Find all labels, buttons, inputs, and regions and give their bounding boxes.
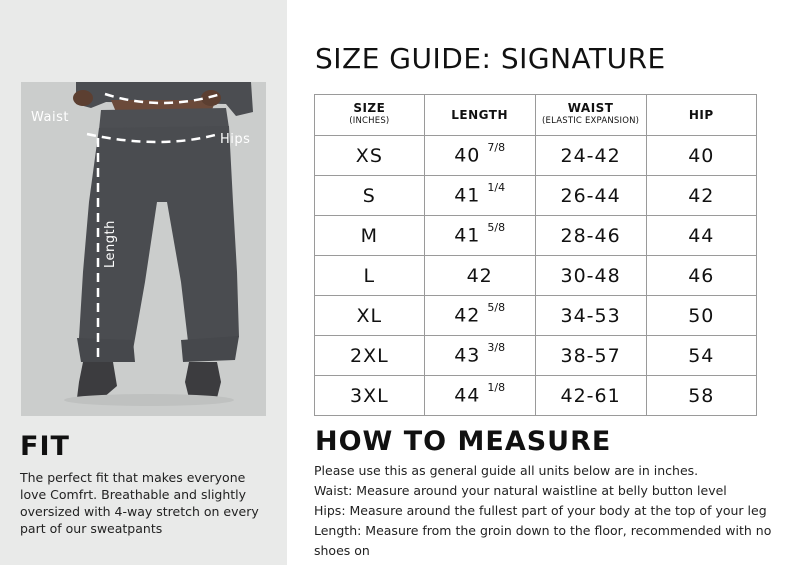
measure-line-length: Length: Measure from the groin down to the floor, recommended with no shoes on bbox=[314, 523, 772, 558]
hip-cell: 46 bbox=[646, 256, 756, 296]
measure-line-intro: Please use this as general guide all units below are in inches. bbox=[314, 463, 699, 478]
size-cell: XL bbox=[315, 296, 425, 336]
table-row bbox=[315, 336, 757, 376]
product-photo bbox=[21, 82, 266, 416]
hip-cell: 58 bbox=[646, 376, 756, 416]
header-label: LENGTH bbox=[451, 107, 509, 122]
size-table-header bbox=[315, 95, 757, 136]
header-label: SIZE bbox=[353, 101, 386, 115]
hip-cell: 44 bbox=[646, 216, 756, 256]
waist-cell: 24-42 bbox=[535, 136, 646, 176]
header-sub: (ELASTIC EXPANSION) bbox=[542, 116, 640, 126]
hip-cell: 54 bbox=[646, 336, 756, 376]
size-cell: XS bbox=[315, 136, 425, 176]
waist-cell: 42-61 bbox=[535, 376, 646, 416]
hip-cell: 40 bbox=[646, 136, 756, 176]
size-cell: M bbox=[315, 216, 425, 256]
waist-cell: 26-44 bbox=[535, 176, 646, 216]
hip-cell: 42 bbox=[646, 176, 756, 216]
fit-description: The perfect fit that makes everyone love Comfrt. Breathable and slightly oversized with 4-way stretch on every part of our sweatpants bbox=[20, 470, 259, 536]
how-to-measure-text bbox=[314, 461, 784, 561]
header-length bbox=[424, 95, 535, 136]
length-label: Length bbox=[103, 220, 118, 268]
table-row bbox=[315, 296, 757, 336]
size-cell: S bbox=[315, 176, 425, 216]
header-label: WAIST bbox=[567, 101, 614, 115]
waist-cell: 38-57 bbox=[535, 336, 646, 376]
hips-label: Hips bbox=[220, 132, 251, 147]
length-cell: 41 $^{1/4}$ bbox=[424, 176, 535, 216]
length-cell: 44 $^{1/8}$ bbox=[424, 376, 535, 416]
header-label: HIP bbox=[688, 107, 714, 122]
waist-cell: 30-48 bbox=[535, 256, 646, 296]
header-waist bbox=[535, 95, 646, 136]
size-guide-title: SIZE GUIDE: SIGNATURE bbox=[315, 42, 666, 75]
measure-line-hips: Hips: Measure around the fullest part of your body at the top of your leg bbox=[314, 503, 767, 518]
waist-label: Waist bbox=[31, 110, 69, 125]
fit-heading: FIT bbox=[20, 431, 70, 462]
table-row bbox=[315, 176, 757, 216]
header-sub: (INCHES) bbox=[349, 116, 390, 126]
header-hip bbox=[646, 95, 756, 136]
table-row bbox=[315, 256, 757, 296]
size-cell: 2XL bbox=[315, 336, 425, 376]
table-row bbox=[315, 376, 757, 416]
waist-cell: 34-53 bbox=[535, 296, 646, 336]
length-cell: 42 $^{5/8}$ bbox=[424, 296, 535, 336]
header-size bbox=[315, 95, 425, 136]
size-cell: 3XL bbox=[315, 376, 425, 416]
table-row bbox=[315, 136, 757, 176]
fit-panel bbox=[0, 0, 287, 565]
size-cell: L bbox=[315, 256, 425, 296]
how-to-measure-heading: HOW TO MEASURE bbox=[315, 426, 612, 457]
table-row bbox=[315, 216, 757, 256]
length-cell: 43 $^{3/8}$ bbox=[424, 336, 535, 376]
length-cell: 41 $^{5/8}$ bbox=[424, 216, 535, 256]
length-cell: 40 $^{7/8}$ bbox=[424, 136, 535, 176]
waist-cell: 28-46 bbox=[535, 216, 646, 256]
length-cell: 42 bbox=[424, 256, 535, 296]
hip-cell: 50 bbox=[646, 296, 756, 336]
measure-line-waist: Waist: Measure around your natural waistline at belly button level bbox=[314, 483, 727, 498]
size-table bbox=[314, 94, 757, 416]
